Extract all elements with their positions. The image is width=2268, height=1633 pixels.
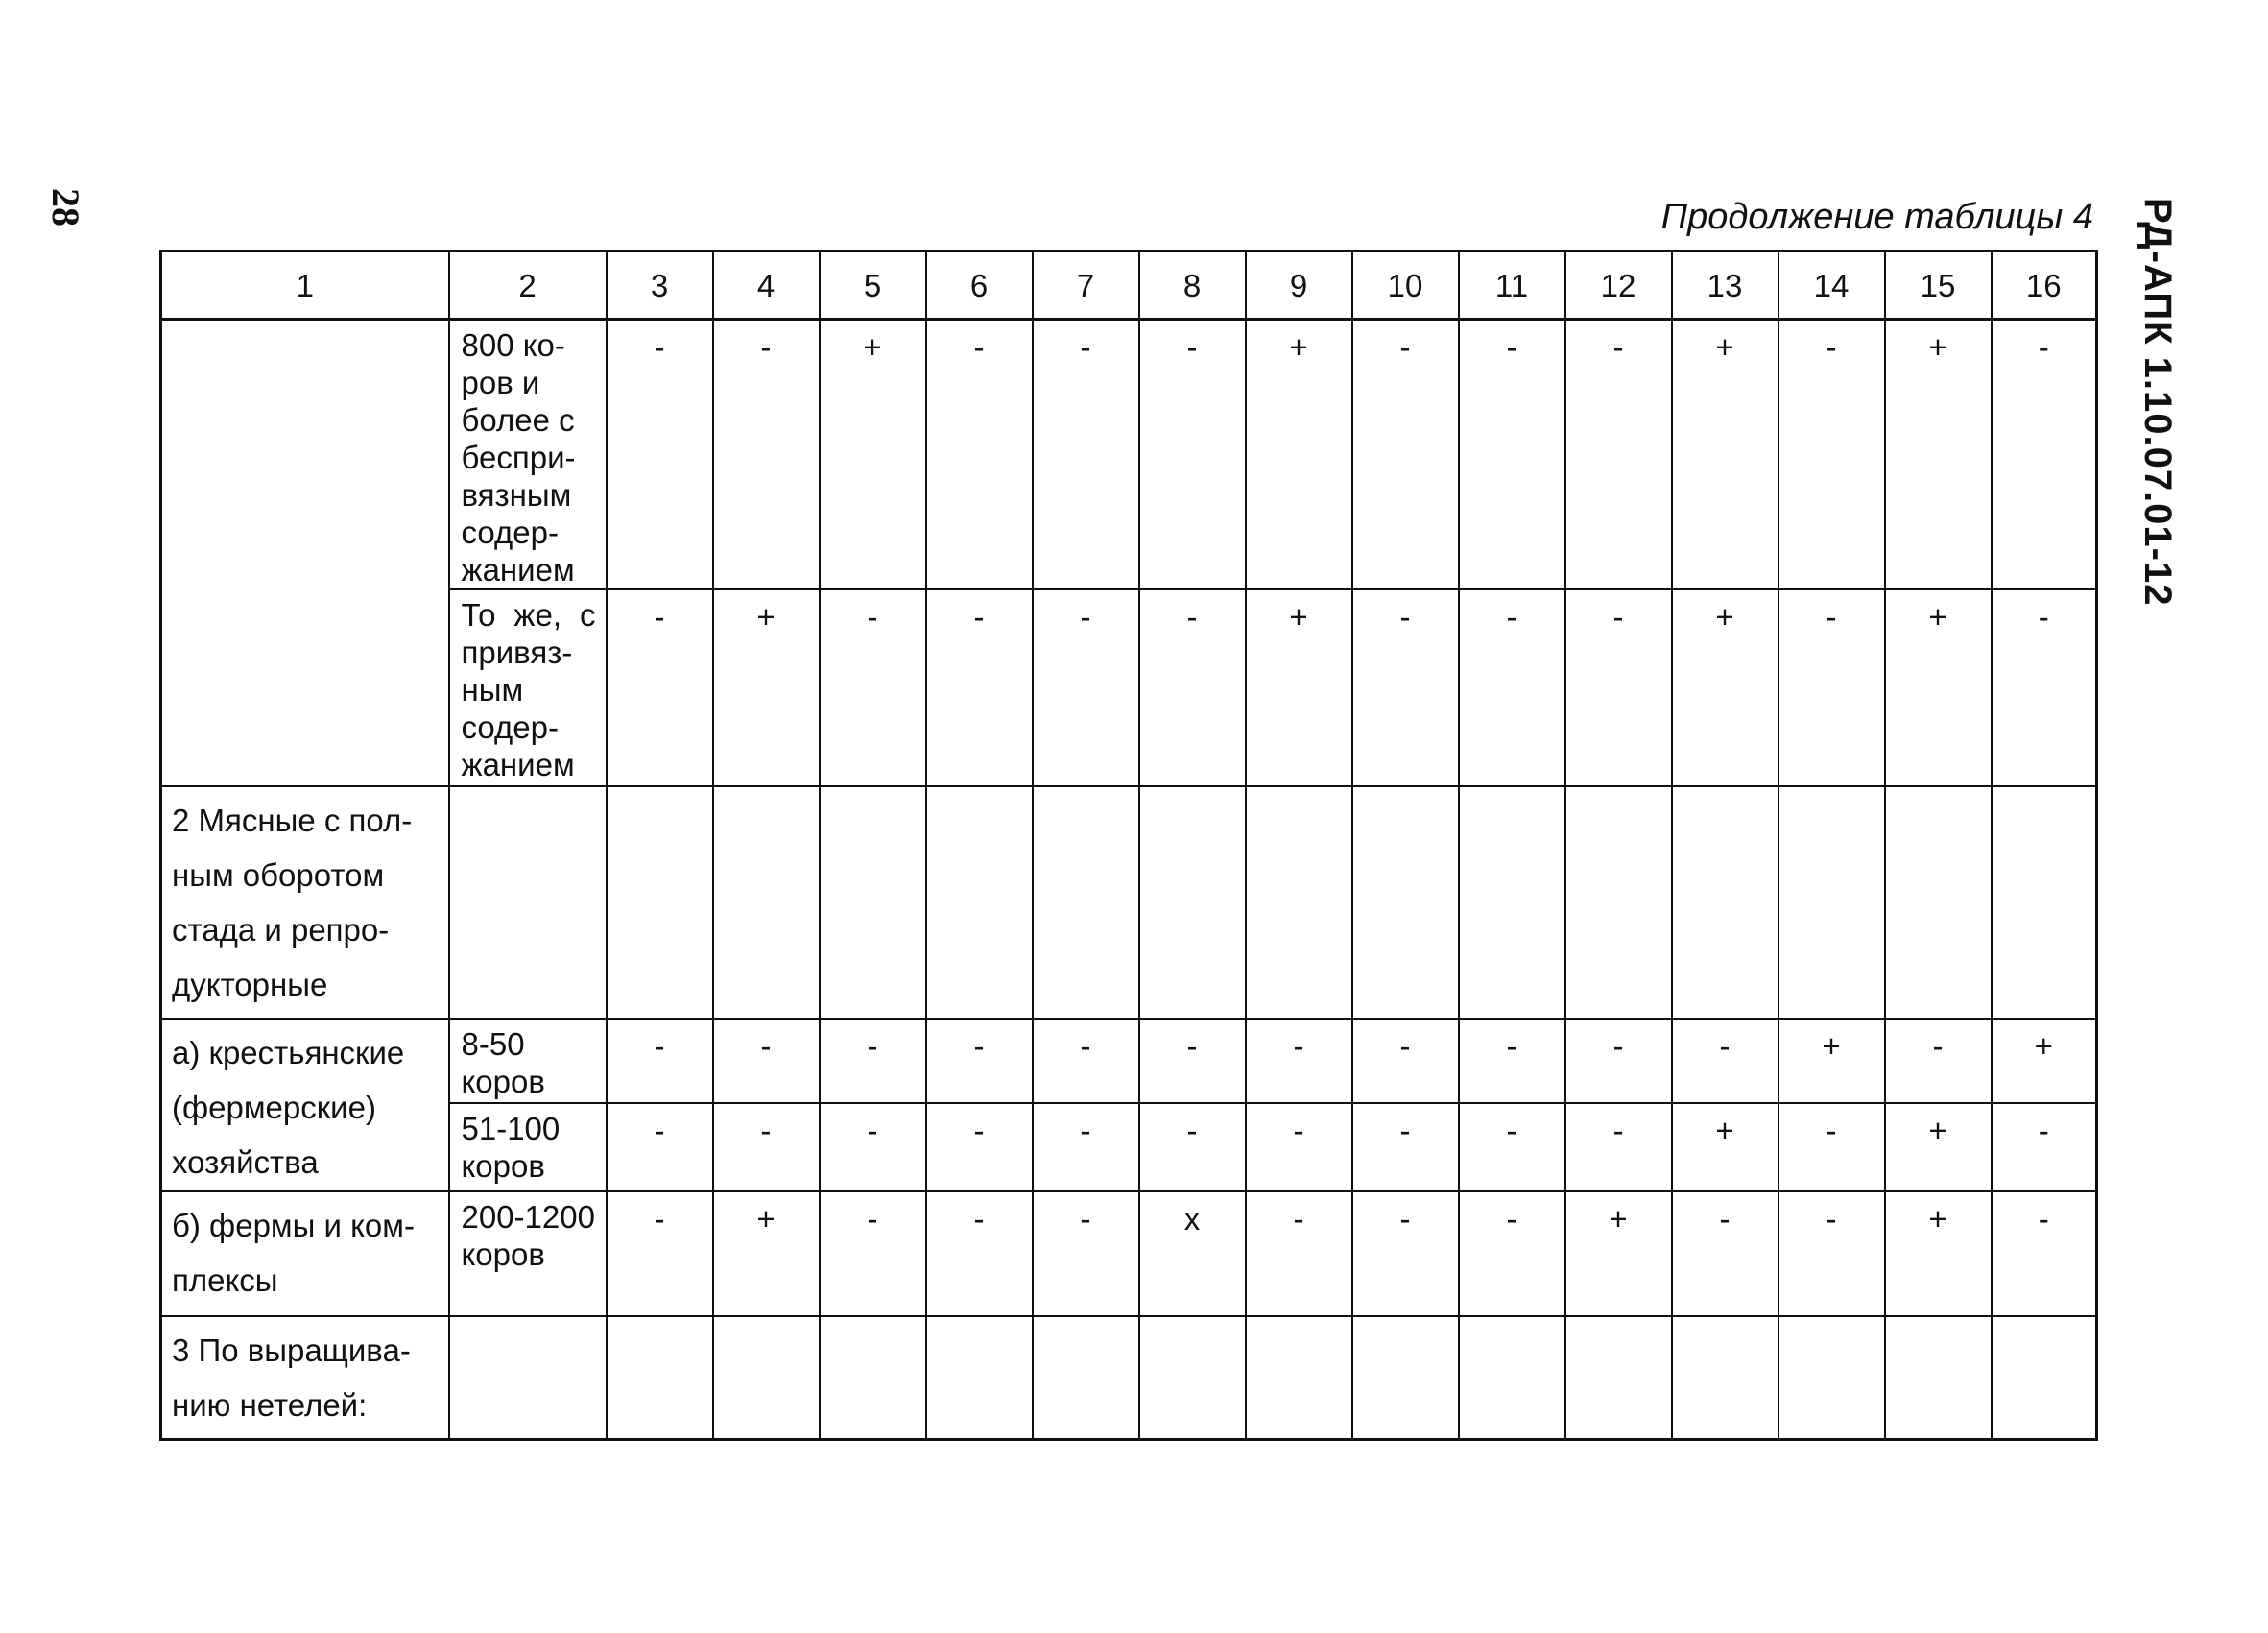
header-cell: 4 [713, 252, 820, 320]
value-cell: + [1992, 1019, 2097, 1103]
value-cell: + [1885, 1191, 1992, 1316]
value-cell: - [607, 589, 713, 786]
value-cell: - [1459, 1019, 1565, 1103]
value-cell: - [1779, 589, 1885, 786]
value-cell: - [1139, 1019, 1246, 1103]
value-cell: - [1992, 589, 2097, 786]
header-row [161, 252, 2097, 320]
value-cell: - [1459, 589, 1565, 786]
value-cell [926, 786, 1033, 1019]
table-row [161, 320, 2097, 590]
value-cell: - [1033, 1103, 1139, 1191]
value-cell: - [607, 320, 713, 590]
value-cell: + [1565, 1191, 1672, 1316]
value-cell [1672, 786, 1779, 1019]
value-cell: - [713, 320, 820, 590]
value-cell [820, 786, 926, 1019]
value-cell: - [1565, 320, 1672, 590]
table-row [161, 1019, 2097, 1103]
value-cell: + [1779, 1019, 1885, 1103]
category-cell: 2 Мясные с пол-ным оборотом стада и репро-дукторные [161, 786, 449, 1019]
value-cell: - [820, 1191, 926, 1316]
value-cell [607, 786, 713, 1019]
value-cell [1779, 1316, 1885, 1439]
value-cell [1246, 1316, 1352, 1439]
header-cell: 5 [820, 252, 926, 320]
table-row [161, 589, 2097, 786]
value-cell [1565, 786, 1672, 1019]
value-cell: - [1992, 1191, 2097, 1316]
value-cell: - [926, 1103, 1033, 1191]
value-cell: - [1672, 1191, 1779, 1316]
value-cell [713, 786, 820, 1019]
table-row [161, 1191, 2097, 1316]
header-cell: 13 [1672, 252, 1779, 320]
header-cell: 7 [1033, 252, 1139, 320]
size-cell [449, 1316, 607, 1439]
value-cell: - [1352, 1191, 1459, 1316]
value-cell: - [1565, 1103, 1672, 1191]
size-cell: 8-50 коров [449, 1019, 607, 1103]
value-cell: - [1352, 1019, 1459, 1103]
value-cell: - [926, 320, 1033, 590]
value-cell: - [820, 589, 926, 786]
document-code: РД-АПК 1.10.07.01-12 [2137, 198, 2179, 607]
value-cell: - [1352, 589, 1459, 786]
value-cell [1779, 786, 1885, 1019]
value-cell: - [1565, 589, 1672, 786]
value-cell: + [1672, 320, 1779, 590]
header-cell: 10 [1352, 252, 1459, 320]
value-cell: + [1885, 1103, 1992, 1191]
value-cell: - [1779, 320, 1885, 590]
category-cell: 3 По выращива-нию нетелей: [161, 1316, 449, 1439]
value-cell: - [820, 1019, 926, 1103]
value-cell: + [713, 589, 820, 786]
value-cell: - [1779, 1191, 1885, 1316]
header-cell: 3 [607, 252, 713, 320]
header-cell: 16 [1992, 252, 2097, 320]
value-cell [820, 1316, 926, 1439]
value-cell [1139, 1316, 1246, 1439]
value-cell: - [607, 1019, 713, 1103]
value-cell [1459, 1316, 1565, 1439]
value-cell: х [1139, 1191, 1246, 1316]
data-table [159, 250, 2098, 1441]
value-cell: + [1885, 589, 1992, 786]
value-cell [1672, 1316, 1779, 1439]
value-cell: - [1033, 1019, 1139, 1103]
table-row [161, 1103, 2097, 1191]
value-cell: - [1246, 1019, 1352, 1103]
value-cell [926, 1316, 1033, 1439]
size-cell: 200-1200 коров [449, 1191, 607, 1316]
header-cell: 2 [449, 252, 607, 320]
value-cell: - [713, 1103, 820, 1191]
value-cell: - [607, 1103, 713, 1191]
value-cell [1246, 786, 1352, 1019]
value-cell: - [1033, 320, 1139, 590]
value-cell [607, 1316, 713, 1439]
value-cell: - [1459, 320, 1565, 590]
category-cell: а) крестьянские (фермерские) хозяйства [161, 1019, 449, 1191]
size-cell [449, 786, 607, 1019]
value-cell [1033, 1316, 1139, 1439]
value-cell: - [1139, 589, 1246, 786]
value-cell: - [1779, 1103, 1885, 1191]
size-cell: 51-100 коров [449, 1103, 607, 1191]
value-cell: - [1352, 320, 1459, 590]
value-cell: - [1992, 320, 2097, 590]
value-cell: - [926, 1191, 1033, 1316]
size-cell: 800 ко-ров и более с беспри-вязным содер-жанием [449, 320, 607, 590]
value-cell [1992, 1316, 2097, 1439]
header-cell: 9 [1246, 252, 1352, 320]
table-row [161, 1316, 2097, 1439]
table-continuation-title: Продолжение таблицы 4 [1660, 197, 2093, 237]
value-cell: - [607, 1191, 713, 1316]
value-cell: - [1246, 1103, 1352, 1191]
category-cell: б) фермы и ком-плексы [161, 1191, 449, 1316]
value-cell: - [926, 589, 1033, 786]
value-cell: - [1139, 320, 1246, 590]
value-cell: - [820, 1103, 926, 1191]
table-row [161, 786, 2097, 1019]
size-cell: То же, с привяз-ным содер-жанием [449, 589, 607, 786]
header-cell: 14 [1779, 252, 1885, 320]
value-cell [1885, 786, 1992, 1019]
value-cell: + [1672, 589, 1779, 786]
header-cell: 12 [1565, 252, 1672, 320]
header-cell: 11 [1459, 252, 1565, 320]
page-number: 28 [44, 188, 87, 227]
value-cell [1992, 786, 2097, 1019]
value-cell [1885, 1316, 1992, 1439]
header-cell: 1 [161, 252, 449, 320]
value-cell [1352, 1316, 1459, 1439]
value-cell [1459, 786, 1565, 1019]
value-cell: - [1672, 1019, 1779, 1103]
value-cell: - [1352, 1103, 1459, 1191]
value-cell [1033, 786, 1139, 1019]
value-cell: + [1672, 1103, 1779, 1191]
value-cell: - [1459, 1103, 1565, 1191]
value-cell [713, 1316, 820, 1439]
value-cell: - [1033, 589, 1139, 786]
value-cell: + [1246, 589, 1352, 786]
value-cell: - [1033, 1191, 1139, 1316]
value-cell: - [1565, 1019, 1672, 1103]
value-cell [1352, 786, 1459, 1019]
value-cell [1565, 1316, 1672, 1439]
header-cell: 15 [1885, 252, 1992, 320]
value-cell: + [1885, 320, 1992, 590]
value-cell: - [1992, 1103, 2097, 1191]
value-cell: - [1459, 1191, 1565, 1316]
value-cell: + [820, 320, 926, 590]
value-cell: + [1246, 320, 1352, 590]
value-cell: - [1139, 1103, 1246, 1191]
header-cell: 6 [926, 252, 1033, 320]
value-cell: - [1885, 1019, 1992, 1103]
value-cell: - [1246, 1191, 1352, 1316]
category-cell [161, 320, 449, 787]
header-cell: 8 [1139, 252, 1246, 320]
value-cell [1139, 786, 1246, 1019]
value-cell: + [713, 1191, 820, 1316]
value-cell: - [713, 1019, 820, 1103]
value-cell: - [926, 1019, 1033, 1103]
